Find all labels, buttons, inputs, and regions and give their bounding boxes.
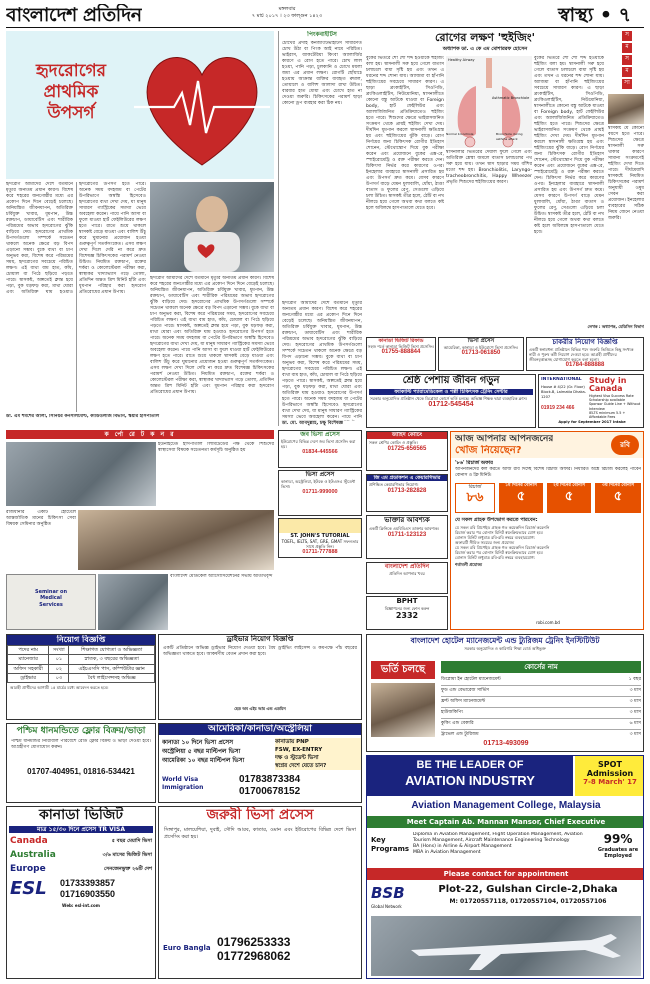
america-right: কানাডায় PNP FSW, EX-ENTRY দক্ষ ও স্টুডেন্ট ভিসা স্বপ্নের দেশে যেতে চান? [275, 738, 361, 770]
robi-logo: রবি [611, 435, 639, 455]
list-item: Australia ৩/৬ মাসের ভিজিট ভিসা [10, 850, 152, 860]
ad-driver: ড্রাইভার নিয়োগ বিজ্ঞপ্তি একটি প্রতিষ্ঠানে অভিজ্ঞ ড্রাইভার নিয়োগ দেওয়া হবে। বৈধ ড্রাইভিং লাইসেন্স ও কমপক্ষে পাঁচ বছরের অভিজ্ঞতা থাকতে হবে। আকর্ষণীয় বেতন প্রদান করা হবে। হেড অব এইচ আর এন্ড এডমিন [158, 634, 362, 720]
corporate-photo-2 [78, 510, 274, 570]
diagram-label-2: Asthmatic Bronchiole [492, 96, 530, 100]
corporate-photo-3: Seminar on Medical Services [6, 574, 96, 630]
ad-america-canada: আমেরিকা/কানাডা/অস্ট্রেলিয়া কানাডা ১০ দিনে ভিসা প্রসেস অস্ট্রেলিয়া ৫ বছর মাল্টিপল ভিসা আমেরিকা ১০ বছর মাল্টিপল ভিসা কানাডায় PNP FSW, EX-ENTRY দক্ষ ও স্টুডেন্ট ভিসা স্বপ্নের দেশে যেতে চান? World Visa Immigration 01783873384 01700678152 [158, 723, 362, 803]
jaruri-phones: 01796253333 01772968062 [217, 934, 291, 963]
section-title: স্বাস্থ্য • ৭ [558, 4, 631, 26]
table-row: অফিস সহকারী ০২ এইচএসসি পাস, কম্পিউটার জ্ঞান [8, 664, 155, 673]
ad-bd-pratidin: বাংলাদেশ প্রতিদিন প্রতিদিন আপনার খবর [366, 562, 448, 594]
wheezing-header [366, 31, 604, 45]
diagram-label-4: Bronchiole during asthma attack [496, 132, 523, 141]
ad-tutorial: ST. JOHN'S TUTORIAL TOEFL, IELTS, SAT, GRE, GMAT সফলতার সাথে প্রস্তুতি নিন। 01711-777888 [278, 518, 362, 558]
ad-robi: আজ আপনার আপনজনের খোঁজ নিয়েছেন? রবি '৮৬' রিচার্জ অফার আপনজনদের কল করতে আজ রবি দিচ্ছে বিশেষ রিচার্জ অফার। নির্ধারিত অঙ্কে রিচার্জ করলেই পাবেন বোনাস ও ফ্রি মিনিট। রিচার্জ ৮৬ ১ম দিনের বোনাস ৫ ২য় দিনের বোনাস ৫ ৩য় দিনের বোনাস ৫ যে সকল গ্রাহক উপভোগ করতে পারবেন: যে সকল রবি প্রিপেইড গ্রাহক গত কয়েকদিন রিচার্জ করেননি রিচার্জ করার পর বোনাস মিনিট স্বয়ংক্রিয়ভাবে যোগ হবে বোনাস মিনিট শুধুমাত্র রবি-রবি নম্বরে ব্যবহারযোগ্য অফারটি সীমিত সময়ের জন্য প্রযোজ্য যে সকল রবি প্রিপেইড গ্রাহক গত কয়েকদিন রিচার্জ করেননি রিচার্জ করার পর বোনাস মিনিট স্বয়ংক্রিয়ভাবে যোগ হবে বোনাস মিনিট শুধুমাত্র রবি-রবি নম্বরে ব্যবহারযোগ্য শর্তাবলী প্রযোজ্য robi.com.bd [450, 431, 644, 630]
ad-niyog: নিয়োগ বিজ্ঞপ্তি পদের নাম সংখ্যা শিক্ষাগত যোগ্যতা ও অভিজ্ঞতা ম্যানেজার ০১ স্নাতক, ৩ বছরের অভিজ্ঞতা অফিস সহকারী ০২ এইচএসসি পাস, কম্পিউটার জ্ঞান ড্রাইভার ০৩ বৈধ লাইসেন্সসহ অভিজ্ঞ আগ্রহী প্রার্থীদের আগামী ১৫ মার্চের মধ্যে আবেদন করতে হবে। [6, 634, 156, 720]
list-item: হাউজকিপিং ৩ মাস [441, 708, 641, 719]
issue-date: ৭ মার্চ ২০১৭ । ২৩ ফাল্গুন ১৪২৩ [251, 13, 323, 19]
study-items: Highest Visa Success Rate Scholarship available Sponsor Guide Line + Without Interview IELTS minimum 5.5 + Affordable Fees [589, 394, 641, 420]
hotel-photo [371, 683, 435, 737]
page-number: ৭ [618, 4, 631, 26]
aviation-banner: BE THE LEADER OF AVIATION INDUSTRY [367, 756, 573, 796]
graduates-stat: 99% Graduates are Employed [597, 832, 639, 860]
list-item: ডিপ্লোমা ইন হোটেল ম্যানেজমেন্ট ১ বছর [441, 675, 641, 686]
ad-pesha: শ্রেষ্ঠ পেশায় জীবন গড়ুন ফ্যাকাল্টি প্যারামেডিকেল ও পল্লী চিকিৎসক ট্রেনিং সেন্টার সরকার অনুমোদিত প্রতিষ্ঠান থেকে ডিপ্লোমা কোর্সে ভর্তি চলছে। অভিজ্ঞ শিক্ষক দ্বারা ব্যবহারিক ক্লাস। 01712-545454 [366, 374, 536, 428]
heart-body-b: হৃদরোগ আমাদের দেশে বর্তমানে মৃত্যুর অন্যতম প্রধান কারণ। বিশেষ করে শহরের জনগোষ্ঠীর মধ্যে এর প্রকোপ দিনে দিনে বেড়েই চলেছে। অনিয়ন্ত্রিত জীবনযাপন, অতিরিক্ত চর্বিযুক্ত খাবার, ধূমপান, উচ্চ রক্তচাপ, ডায়াবেটিস এবং শারীরিক পরিশ্রমের অভাব হৃদরোগের ঝুঁকি বাড়িয়ে দেয়। হৃদরোগের প্রাথমিক উপসর্গগুলো সম্পর্কে সচেতন থাকলে অনেক ক্ষেত্রে বড় বিপদ এড়ানো সম্ভব। বুকে ব্যথা বা চাপ অনুভব করা, বিশেষ করে পরিশ্রমের সময়, হৃদরোগের সবচেয়ে পরিচিত লক্ষণ। এই ব্যথা বাম হাত, কাঁধ, চোয়াল বা পিঠে ছড়িয়ে পড়তে পারে। শ্বাসকষ্ট, অল্পতেই ক্লান্ত হয়ে পড়া, বুক ধড়ফড় করা, মাথা ঘোরা এবং অতিরিক্ত ঘাম হওয়াও হৃদরোগের উপসর্গ হতে পারে। অনেক সময় বদহজম বা পেটের উপরিভাগে অস্বস্তি হিসেবেও হৃদরোগের ব্যথা দেখা দেয়, যা মানুষ সাধারণ গ্যাস্ট্রিকের সমস্যা ভেবে অবহেলা করেন। পায়ে পানি আসা বা ফুলে যাওয়া হার্ট ফেইলিউরের লক্ষণ হতে পারে। রাতে শুয়ে থাকলে শ্বাসকষ্ট বেড়ে যাওয়া এবং বালিশ উঁচু করে ঘুমানোর প্রয়োজন হওয়া গুরুত্বপূর্ণ সতর্কসংকেত। এসব লক্ষণ দেখা দিলে দেরি না করে দ্রুত বিশেষজ্ঞ চিকিৎসকের পরামর্শ নেওয়া উচিত। নিয়মিত রক্তচাপ, রক্তের শর্করা ও কোলেস্টেরল পরীক্ষা করা, স্বাস্থ্যকর খাদ্যাভ্যাস গড়ে তোলা, প্রতিদিন অন্তত ত্রিশ মিনিট হাঁটা এবং ধূমপান পরিহার করা হৃদরোগ প্রতিরোধের প্রধান উপায়। [150, 276, 274, 395]
tab-3: স [622, 55, 632, 65]
ad-aviation: BE THE LEADER OF AVIATION INDUSTRY SPOT Admission 7-8 March' 17 Aviation Management College, Malaysia Meet Captain Ab. Mannan Mansor, Chief Executive Key Programs Diploma in Aviation Management, Flight Operation Management, Aviation Tourism Management, Aircraft Maintenance Engineering Technology BA (Hons) in Airline & Airport Management MBA in Aviation Management 99% Graduates are Employed Please contact for appointment BSB Global Network Plot-22, Gulshan Circle-2,Dhaka M: 01720557118, 01720557104, 01720557106 [366, 755, 644, 979]
ad-bpht: BPHT বিজ্ঞাপনের জন্য ফোন করুন 2332 [366, 596, 448, 630]
esl-phones: 01733393857 01716903550 [60, 878, 116, 900]
ad-kanada-ruhi: কানাডা ভিজিট রিফান্ড সহজ শর্তে কানাডা ভিজিট ভিসা প্রসেসিং। 01755-888844 [366, 337, 436, 371]
heart-byline: ডা. এম শমশের আলী, সিনিয়র কনসালট্যান্ট, কার্ডিওলজি বিভাগ, স্কয়ার হাসপাতাল [6, 414, 160, 419]
robi-banner: আজ আপনার আপনজনের খোঁজ নিয়েছেন? রবি [451, 432, 644, 458]
diagram-label-1: Healthy Airway [448, 58, 475, 62]
list-item: ফুড এন্ড বেভারেজ সার্ভিস ৩ মাস [441, 686, 641, 697]
health-tabs [608, 31, 644, 91]
heart-hero [6, 31, 274, 179]
ad-visa-small: ভিসা প্রসেস আমেরিকা, কানাডা ও ইউরোপে ভিসা প্রসেসিং। 01713-061850 [438, 337, 524, 371]
masthead [6, 4, 644, 26]
right-health-body: শ্বাসকষ্ট যে কোনো বয়সে হতে পারে। শিশুদের ক্ষেত্রে শ্বাসনালী সরু থাকার কারণে সামান্য সংক্রমণেই হুইজিং দেখা দিতে পারে। দীর্ঘমেয়াদি শ্বাসকষ্টে নিয়মিত চিকিৎসকের পরামর্শ অনুযায়ী ওষুধ সেবন করা প্রয়োজন। ইনহেলার ব্যবহারের সঠিক নিয়ম জেনে নেওয়া জরুরি। [608, 126, 644, 221]
canada-country-list [7, 834, 155, 876]
tab-5: সা [622, 79, 632, 89]
spot-admission: SPOT Admission 7-8 March' 17 [575, 756, 644, 796]
course-list [441, 675, 641, 737]
wheezing-body-a: বুকের ভিতরে শোঁ শোঁ শব্দ হওয়াকে হুইজিং বলা হয়। শ্বাসনালী সরু হয়ে গেলে বাতাস চলাচলে বাধা সৃষ্টি হয় এবং তখন এ ধরনের শব্দ শোনা যায়। অ্যাজমা বা হাঁপানি হুইজিংয়ের সবচেয়ে সাধারণ কারণ। এ ছাড়া ব্রংকাইটিস, সিওপিডি, ব্রংকিওলাইটিস, নিউমোনিয়া, শ্বাসনালীতে কোনো বস্তু আটকে যাওয়া বা Foreign body, হার্ট ফেইলিউর এবং অ্যালার্জিজনিত প্রতিক্রিয়াতেও হুইজিং হতে পারে। শিশুদের ক্ষেত্রে ভাইরাসজনিত সংক্রমণ থেকে প্রায়ই হুইজিং দেখা দেয়। দীর্ঘদিন ধূমপান করলে শ্বাসনালী ক্ষতিগ্রস্ত হয় এবং হুইজিংয়ের ঝুঁকি বাড়ে। রোগ নির্ণয়ের জন্য চিকিৎসক রোগীর ইতিহাস শোনেন, স্টেথোস্কোপ দিয়ে বুক পরীক্ষা করেন এবং প্রয়োজনে বুকের এক্স-রে, স্পাইরোমেট্রি ও রক্ত পরীক্ষা করতে দেন। চিকিৎসা নির্ভর করে কারণের ওপর। ইনহেলার ব্যবহারে শ্বাসনালী প্রসারিত হয় এবং উপসর্গ দ্রুত কমে। যেসব কারণে উপসর্গ বাড়ে যেমন ধুলাবালি, ধোঁয়া, ঠাণ্ডা বাতাস ও ফুলের রেণু, সেগুলো এড়িয়ে চলা উচিত। শ্বাসকষ্ট তীব্র হলে, ঠোঁট বা নখ নীলচে হয়ে গেলে অথবা কথা বলতে কষ্ট হলে অবিলম্বে হাসপাতালে যেতে হবে। [366, 56, 444, 211]
pinkbitis-byline: ডা. মো. আবদুল্লাহ, চক্ষু বিশেষজ্ঞ [282, 420, 343, 426]
issue-day: মঙ্গলবার [278, 6, 296, 12]
ad-coaching: জাহিদ কোচিং সকল শ্রেণির কোচিং ও প্রস্তুতি। 01725-656565 [366, 431, 448, 471]
corporate-caption-2: রাজধানীর একটি হোটেলে আন্তর্জাতিক মানের চিকিৎসা সেবা বিষয়ক সেমিনার অনুষ্ঠিত [6, 510, 76, 527]
right-health-footer: লেখক : অধ্যাপক, মেডিসিন বিভাগ [587, 324, 644, 329]
list-item: ফ্রন্ট অফিস ম্যানেজমেন্ট ৩ মাস [441, 697, 641, 708]
america-rows: কানাডা ১০ দিনে ভিসা প্রসেস অস্ট্রেলিয়া ৫ বছর মাল্টিপল ভিসা আমেরিকা ১০ বছর মাল্টিপল ভিসা [162, 739, 245, 764]
tab-2: ম [622, 43, 632, 53]
author-photo [608, 94, 644, 124]
study-canada-title: Study in Canada [589, 377, 627, 393]
bsb-logo: BSB [371, 884, 405, 902]
ad-study-canada: INTERNATIONAL House # 4/22 (Gr. Floor) Block-B, Lalmatia Dhaka-1207 01919 234 466 Study in Canada Highest Visa Success Rate Scholarship available Sponsor Guide Line + Without Interview IELTS minimum 5.5 + Affordable Fees Apply for September 2017 Intake [538, 374, 644, 428]
heart-body-a: হৃদরোগ আমাদের দেশে বর্তমানে মৃত্যুর অন্যতম প্রধান কারণ। বিশেষ করে শহরের জনগোষ্ঠীর মধ্যে এর প্রকোপ দিনে দিনে বেড়েই চলেছে। অনিয়ন্ত্রিত জীবনযাপন, অতিরিক্ত চর্বিযুক্ত খাবার, ধূমপান, উচ্চ রক্তচাপ, ডায়াবেটিস এবং শারীরিক পরিশ্রমের অভাব হৃদরোগের ঝুঁকি বাড়িয়ে দেয়। হৃদরোগের প্রাথমিক উপসর্গগুলো সম্পর্কে সচেতন থাকলে অনেক ক্ষেত্রে বড় বিপদ এড়ানো সম্ভব। বুকে ব্যথা বা চাপ অনুভব করা, বিশেষ করে পরিশ্রমের সময়, হৃদরোগের সবচেয়ে পরিচিত লক্ষণ। এই ব্যথা বাম হাত, কাঁধ, চোয়াল বা পিঠে ছড়িয়ে পড়তে পারে। শ্বাসকষ্ট, অল্পতেই ক্লান্ত হয়ে পড়া, বুক ধড়ফড় করা, মাথা ঘোরা এবং অতিরিক্ত ঘাম হওয়াও হৃদরোগের উপসর্গ হতে পারে। অনেক সময় বদহজম বা পেটের উপরিভাগে অস্বস্তি হিসেবেও হৃদরোগের ব্যথা দেখা দেয়, যা মানুষ সাধারণ গ্যাস্ট্রিকের সমস্যা ভেবে অবহেলা করেন। পায়ে পানি আসা বা ফুলে যাওয়া হার্ট ফেইলিউরের লক্ষণ হতে পারে। রাতে শুয়ে থাকলে শ্বাসকষ্ট বেড়ে যাওয়া এবং বালিশ উঁচু করে ঘুমানোর প্রয়োজন হওয়া গুরুত্বপূর্ণ সতর্কসংকেত। এসব লক্ষণ দেখা দিলে দেরি না করে দ্রুত বিশেষজ্ঞ চিকিৎসকের পরামর্শ নেওয়া উচিত। নিয়মিত রক্তচাপ, রক্তের শর্করা ও কোলেস্টেরল পরীক্ষা করা, স্বাস্থ্যকর খাদ্যাভ্যাস গড়ে তোলা, প্রতিদিন অন্তত ত্রিশ মিনিট হাঁটা এবং ধূমপান পরিহার করা হৃদরোগ প্রতিরোধের প্রধান উপায়। [6, 182, 146, 295]
pinkbitis-body-2: হৃদরোগ আমাদের দেশে বর্তমানে মৃত্যুর অন্যতম প্রধান কারণ। বিশেষ করে শহরের জনগোষ্ঠীর মধ্যে এর প্রকোপ দিনে দিনে বেড়েই চলেছে। অনিয়ন্ত্রিত জীবনযাপন, অতিরিক্ত চর্বিযুক্ত খাবার, ধূমপান, উচ্চ রক্তচাপ, ডায়াবেটিস এবং শারীরিক পরিশ্রমের অভাব হৃদরোগের ঝুঁকি বাড়িয়ে দেয়। হৃদরোগের প্রাথমিক উপসর্গগুলো সম্পর্কে সচেতন থাকলে অনেক ক্ষেত্রে বড় বিপদ এড়ানো সম্ভব। বুকে ব্যথা বা চাপ অনুভব করা, বিশেষ করে পরিশ্রমের সময়, হৃদরোগের সবচেয়ে পরিচিত লক্ষণ। এই ব্যথা বাম হাত, কাঁধ, চোয়াল বা পিঠে ছড়িয়ে পড়তে পারে। শ্বাসকষ্ট, অল্পতেই ক্লান্ত হয়ে পড়া, বুক ধড়ফড় করা, মাথা ঘোরা এবং অতিরিক্ত ঘাম হওয়াও হৃদরোগের উপসর্গ হতে পারে। অনেক সময় বদহজম বা পেটের উপরিভাগে অস্বস্তি হিসেবেও হৃদরোগের ব্যথা দেখা দেয়, যা মানুষ সাধারণ গ্যাস্ট্রিকের সমস্যা ভেবে অবহেলা করেন। পায়ে পানি [282, 300, 362, 420]
wheezing-author: অধ্যাপক ডা. এ কে এম মোশাররফ হোসেন [442, 46, 528, 52]
pinkbitis-column [278, 31, 362, 426]
corporate-corner-header: ক র্পো রে ট ক ন র [6, 430, 274, 439]
robi-bonus-1: ১ম দিনের বোনাস ৫ [499, 483, 543, 513]
corporate-caption-3: বাংলাদেশ মেডিকেল অ্যাসোসিয়েশনের সভায় অতিথিবৃন্দ [170, 574, 273, 579]
ad-flat-sale: পশ্চিম ধানমন্ডিতে ফ্লোর বিক্রয়/ভাড়া পশ্চিম ধানমন্ডির নিরিবিলি পরিবেশে রেডি ফ্লোর বিক্রয় ও ভাড়া দেওয়া হবে। আগ্রহীগণ যোগাযোগ করুন। 01707-404951, 01816-534421 [6, 723, 156, 803]
ad-canada-visit: কানাডা ভিজিট মাত্র ১৫/৩০ দিনে প্রসেস TR VISA Canada ৫ বছর মেয়াদি ভিসা Australia ৩/৬ মাসের ভিজিট ভিসা Europe সেনজেনভুক্ত ২৬টি দেশ ESL 01733393857 01716903550 Web: esl-int.com [6, 806, 156, 979]
masthead-rule [6, 27, 644, 28]
ad-hotel-institute: বাংলাদেশ হোটেল ম্যানেজমেন্ট এন্ড ট্যুরিজম ট্রেনিং ইনস্টিটিউট সরকার অনুমোদিত ও কারিগরি শিক্ষা বোর্ড অধিভুক্ত ভর্তি চলছে কোর্সের নাম ডিপ্লোমা ইন হোটেল ম্যানেজমেন্ট ১ বছর ফুড এন্ড বেভারেজ সার্ভিস ৩ মাস ফ্রন্ট অফিস ম্যানেজমেন্ট ৩ মাস হাউজকিপিং ৩ মাস কুকিং এন্ড বেকারি ৬ মাস ট্রাভেল এন্ড ট্যুরিজম ৩ মাস 01713-493099 [366, 634, 644, 752]
list-item: Europe সেনজেনভুক্ত ২৬টি দেশ [10, 864, 152, 874]
list-item: ট্রাভেল এন্ড ট্যুরিজম ৩ মাস [441, 732, 641, 737]
aviation-photo [371, 916, 641, 976]
pinkbitis-title: পিংকবাইটিস [307, 31, 337, 38]
aviation-programs: Diploma in Aviation Management, Flight Operation Management, Aviation Tourism Management, Aircraft Maintenance Engineering Technology BA (Hons) in Airline & Airport Management MBA in Aviation Management [413, 832, 583, 855]
corporate-caption-1: ইউনাইটেড হাসপাতাল লিমিটেডের পক্ষ থেকে শিশুদের স্বাস্থ্যসেবা বিষয়ক সচেতনতা কর্মসূচি অনুষ্ঠিত হয় [158, 442, 274, 453]
chest-pain-icon [150, 182, 274, 272]
list-item: কুকিং এন্ড বেকারি ৬ মাস [441, 719, 641, 730]
heart-photo [150, 182, 274, 272]
america-phones: 01783873384 01700678152 [239, 774, 301, 797]
airplane-icon [371, 916, 641, 976]
table-row: ড্রাইভার ০৩ বৈধ লাইসেন্সসহ অভিজ্ঞ [8, 673, 155, 682]
admission-badge: ভর্তি চলছে [371, 661, 435, 679]
ad-chakri: চাকরীর নিয়োগ বিজ্ঞপ্তি একটি স্বনামধন্য প্রতিষ্ঠানে বিভিন্ন পদে জরুরি ভিত্তিতে কিছু সংখ্যক নারী ও পুরুষ কর্মী নিয়োগ দেওয়া হবে। আগ্রহী প্রার্থীদের জীবনবৃত্তান্তসহ যোগাযোগ করতে বলা হলো। 01784-888888 [526, 337, 644, 371]
tab-1: স [622, 31, 632, 41]
ad-doctor-wanted: ভাক্তার আবশ্যক একটি ক্লিনিকে এমবিবিএস ডাক্তার আবশ্যক। 01711-123123 [366, 515, 448, 559]
robi-bonus-3: ৩য় দিনের বোনাস ৫ [595, 483, 641, 513]
wheezing-body-b: শ্বাসনালীর ভিতরের দেয়াল ফুলে গেলে এবং অতিরিক্ত শ্লেষ্মা জমলে বাতাস চলাচলের পথ সরু হয়ে যায়। তখন শ্বাস ছাড়ার সময় বাঁশির মতো শব্দ হয়। Bronchiolitis, Laryngo-tracheobronchitis, Happy Wheezer প্রভৃতি শিশুদের হুইজিংয়ের কারণ। [446, 150, 532, 185]
pinkbitis-body: চোখের প্রদাহ কনজাংটিভাইটিস সাধারণত চোখ উঠা বা পিংক আই নামে পরিচিত। ভাইরাস, ব্যাকটেরিয়া কিংবা অ্যালার্জির কারণে এ রোগ হতে পারে। চোখ লাল হওয়া, পানি পড়া, চুলকানি ও চোখে ময়লা জমা এর প্রধান লক্ষণ। রোগটি ছোঁয়াচে হওয়ায় আক্রান্ত ব্যক্তির ব্যবহৃত রুমাল, তোয়ালে ও বালিশ আলাদা রাখা উচিত। বারবার হাত ধোয়া এবং চোখে হাত না দেওয়া জরুরি। চিকিৎসকের পরামর্শ ছাড়া কোনো ড্রপ ব্যবহার করা ঠিক নয়। [282, 40, 362, 106]
heart-illustration [134, 37, 270, 175]
robi-recharge: রিচার্জ ৮৬ [455, 483, 495, 513]
ad-caregiver: জি এম প্রডাকশন এ কেয়ারগিভার প্রশিক্ষিত কেয়ারগিভার নিয়োগ। 01713-282828 [366, 474, 448, 512]
niyog-table: পদের নাম সংখ্যা শিক্ষাগত যোগ্যতা ও অভিজ্ঞতা ম্যানেজার ০১ স্নাতক, ৩ বছরের অভিজ্ঞতা অফিস সহকারী ০২ এইচএসসি পাস, কম্পিউটার জ্ঞান ড্রাইভার ০৩ বৈধ লাইসেন্সসহ অভিজ্ঞ [7, 645, 155, 683]
newspaper-logo: বাংলাদেশ প্রতিদিন [6, 4, 142, 26]
ad-job-visa: জব ভিসা প্রসেস ইউরোপের বিভিন্ন দেশে জব ভিসা প্রসেসিং করা হয়। 01834-445566 [278, 430, 362, 468]
list-item: Canada ৫ বছর মেয়াদি ভিসা [10, 836, 152, 846]
table-row: ম্যানেজার ০১ স্নাতক, ৩ বছরের অভিজ্ঞতা [8, 655, 155, 664]
diagram-label-3: Normal bronchiole [446, 132, 474, 136]
airway-diagram [446, 56, 532, 148]
wheezing-title: রোগের লক্ষণ 'হুইজিং' [434, 31, 535, 44]
ad-jaruri-visa: জরুরী ভিসা প্রসেস সিঙ্গাপুর, মালয়েশিয়া, দুবাই, সৌদি আরব, কাতার, ওমান এবং ইউরোপের বিভিন্ন দেশে ভিসা প্রসেসিং করা হয়। Euro Bangla 01796253333 01772968062 [158, 806, 362, 979]
corporate-photo-4 [98, 574, 168, 630]
wheezing-body-c: বুকের ভিতরে শোঁ শোঁ শব্দ হওয়াকে হুইজিং বলা হয়। শ্বাসনালী সরু হয়ে গেলে বাতাস চলাচলে বাধা সৃষ্টি হয় এবং তখন এ ধরনের শব্দ শোনা যায়। অ্যাজমা বা হাঁপানি হুইজিংয়ের সবচেয়ে সাধারণ কারণ। এ ছাড়া ব্রংকাইটিস, সিওপিডি, ব্রংকিওলাইটিস, নিউমোনিয়া, শ্বাসনালীতে কোনো বস্তু আটকে যাওয়া বা Foreign body, হার্ট ফেইলিউর এবং অ্যালার্জিজনিত প্রতিক্রিয়াতেও হুইজিং হতে পারে। শিশুদের ক্ষেত্রে ভাইরাসজনিত সংক্রমণ থেকে প্রায়ই হুইজিং দেখা দেয়। দীর্ঘদিন ধূমপান করলে শ্বাসনালী ক্ষতিগ্রস্ত হয় এবং হুইজিংয়ের ঝুঁকি বাড়ে। রোগ নির্ণয়ের জন্য চিকিৎসক রোগীর ইতিহাস শোনেন, স্টেথোস্কোপ দিয়ে বুক পরীক্ষা করেন এবং প্রয়োজনে বুকের এক্স-রে, স্পাইরোমেট্রি ও রক্ত পরীক্ষা করতে দেন। চিকিৎসা নির্ভর করে কারণের ওপর। ইনহেলার ব্যবহারে শ্বাসনালী প্রসারিত হয় এবং উপসর্গ দ্রুত কমে। যেসব কারণে উপসর্গ বাড়ে যেমন ধুলাবালি, ধোঁয়া, ঠাণ্ডা বাতাস ও ফুলের রেণু, সেগুলো এড়িয়ে চলা উচিত। শ্বাসকষ্ট তীব্র হলে, ঠোঁট বা নখ নীলচে হয়ে গেলে অথবা কথা বলতে কষ্ট হলে অবিলম্বে হাসপাতালে যেতে হবে। [534, 56, 604, 235]
esl-logo: ESL [10, 878, 47, 899]
tab-4: ম [622, 67, 632, 77]
ad-visa-process: ভিসা প্রসেস কানাডা, অস্ট্রেলিয়া, ইউকে ও ইউএসএ স্টুডেন্ট ভিসা। 01711-999000 [278, 470, 362, 516]
corporate-photo-1 [6, 442, 156, 506]
robi-conditions: যে সকল রবি প্রিপেইড গ্রাহক গত কয়েকদিন রিচার্জ করেননি রিচার্জ করার পর বোনাস মিনিট স্বয়ংক্রিয়ভাবে যোগ হবে বোনাস মিনিট শুধুমাত্র রবি-রবি নম্বরে ব্যবহারযোগ্য অফারটি সীমিত সময়ের জন্য প্রযোজ্য যে সকল রবি প্রিপেইড গ্রাহক গত কয়েকদিন রিচার্জ করেননি রিচার্জ করার পর বোনাস মিনিট স্বয়ংক্রিয়ভাবে যোগ হবে বোনাস মিনিট শুধুমাত্র রবি-রবি নম্বরে ব্যবহারযোগ্য শর্তাবলী প্রযোজ্য [455, 525, 550, 567]
heart-headline: হৃদরোগের প্রাথমিক উপসর্গ [35, 61, 107, 123]
robi-bonus-2: ২য় দিনের বোনাস ৫ [547, 483, 591, 513]
